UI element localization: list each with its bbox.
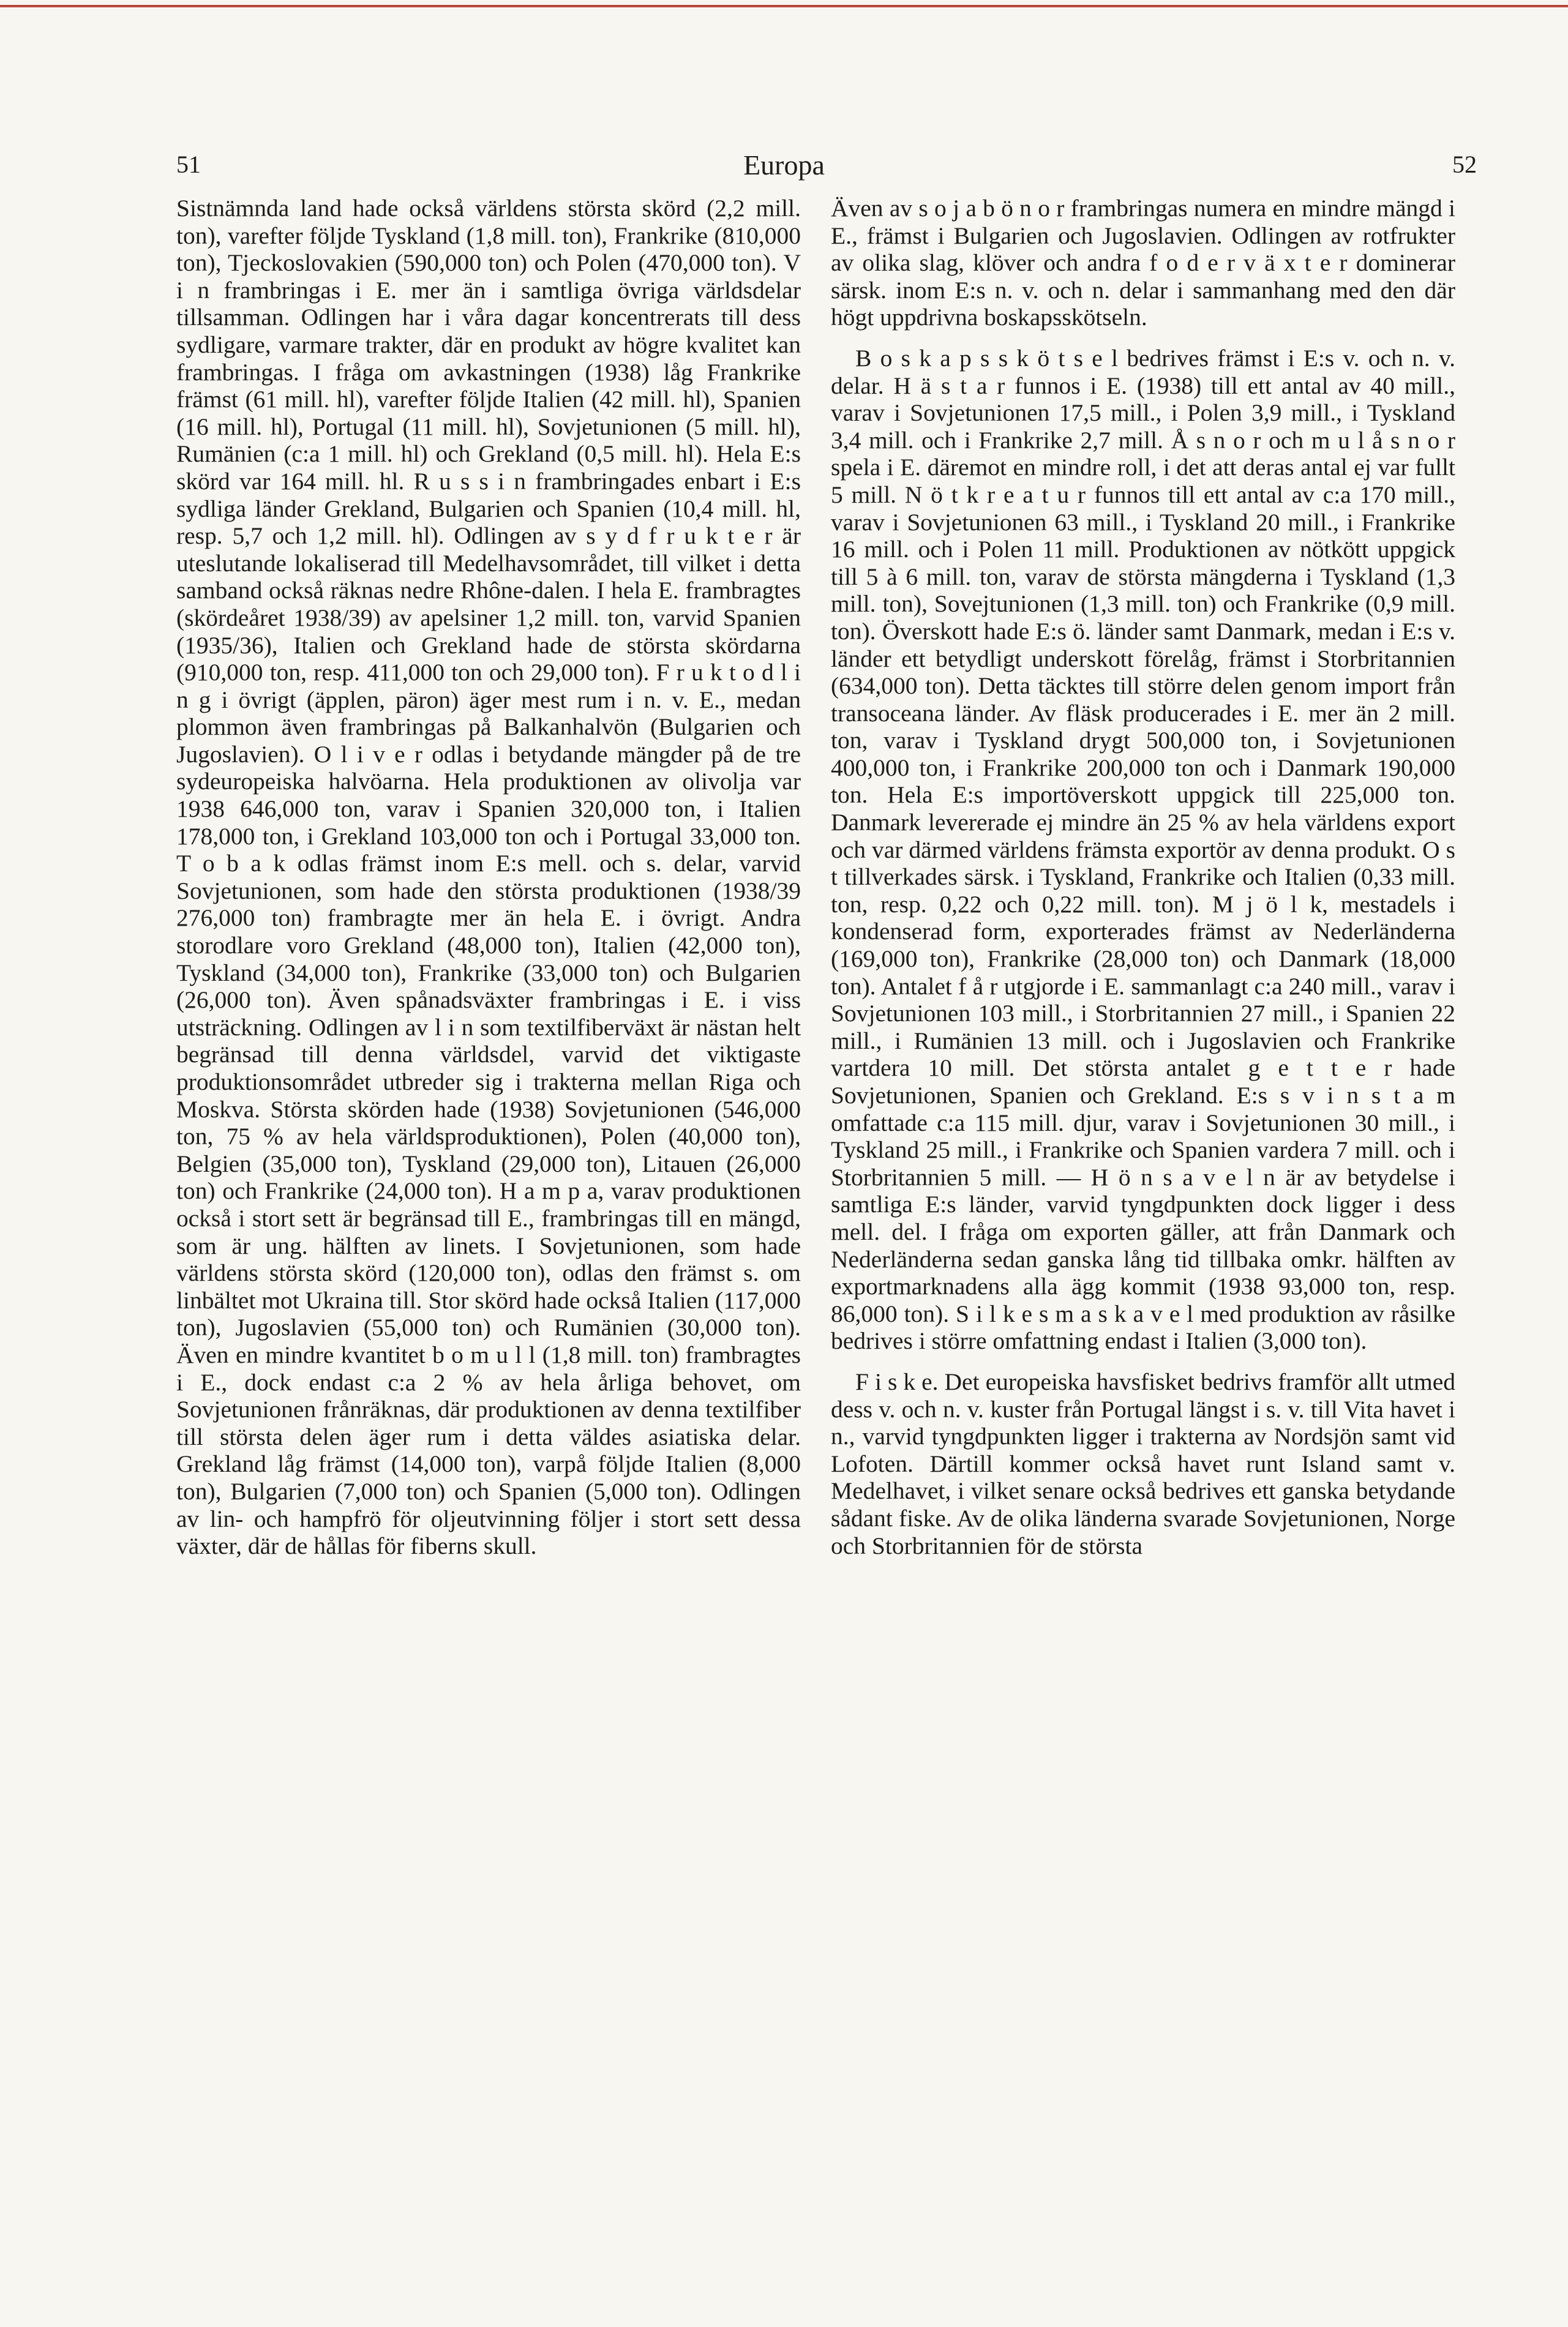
left-page-number: 51: [176, 151, 201, 178]
top-edge-rule: [0, 5, 1568, 7]
right-paragraph-3: F i s k e. Det europeiska havsfisket bedrivs framför allt utmed dess v. och n. v. kuster från Portugal längst i s. v. till Vita havet i n., varvid tyngdpunkten ligger i trakterna av Nordsjön samt vid Lofoten. Därtill kommer också havet runt Island samt v. Medelhavet, i vilket senare också bedrives ett ganska betydande sådant fiske. Av de olika länderna svarade Sovjetunionen, Norge och Storbritannien för de största: [831, 1368, 1455, 1559]
left-text-column: [176, 195, 801, 1560]
right-page-number: 52: [1452, 151, 1477, 178]
left-paragraph-1: Sistnämnda land hade också världens största skörd (2,2 mill. ton), varefter följde Tyskland (1,8 mill. ton), Frankrike (810,000 ton), Tjeckoslovakien (590,000 ton) och Polen (470,000 ton). V i n frambringas i E. mer än i samtliga övriga världsdelar tillsamman. Odlingen har i våra dagar koncentrerats till dess sydligare, varmare trakter, där en produkt av högre kvalitet kan frambringas. I fråga om avkastningen (1938) låg Frankrike främst (61 mill. hl), varefter följde Italien (42 mill. hl), Spanien (16 mill. hl), Portugal (11 mill. hl), Sovjetunionen (5 mill. hl), Rumänien (c:a 1 mill. hl) och Grekland (0,5 mill. hl). Hela E:s skörd var 164 mill. hl. R u s s i n frambringades enbart i E:s sydliga länder Grekland, Bulgarien och Spanien (10,4 mill. hl, resp. 5,7 och 1,2 mill. hl). Odlingen av s y d f r u k t e r är uteslutande lokaliserad till Medelhavsområdet, till vilket i detta samband också räknas nedre Rhône-dalen. I hela E. frambragtes (skördeåret 1938/39) av apelsiner 1,2 mill. ton, varvid Spanien (1935/36), Italien och Grekland hade de största skördarna (910,000 ton, resp. 411,000 ton och 29,000 ton). F r u k t o d l i n g i övrigt (äpplen, päron) äger mest rum i n. v. E., medan plommon även frambringas på Balkanhalvön (Bulgarien och Jugoslavien). O l i v e r odlas i betydande mängder på de tre sydeuropeiska halvöarna. Hela produktionen av olivolja var 1938 646,000 ton, varav i Spanien 320,000 ton, i Italien 178,000 ton, i Grekland 103,000 ton och i Portugal 33,000 ton. T o b a k odlas främst inom E:s mell. och s. delar, varvid Sovjetunionen, som hade den största produktionen (1938/39 276,000 ton) frambragte mer än hela E. i övrigt. Andra storodlare voro Grekland (48,000 ton), Italien (42,000 ton), Tyskland (34,000 ton), Frankrike (33,000 ton) och Bulgarien (26,000 ton). Även spånadsväxter frambringas i E. i viss utsträckning. Odlingen av l i n som textilfiberväxt är nästan helt begränsad till denna världsdel, varvid det viktigaste produktionsområdet utbreder sig i trakterna mellan Riga och Moskva. Största skörden hade (1938) Sovjetunionen (546,000 ton, 75 % av hela världsproduktionen), Polen (40,000 ton), Belgien (35,000 ton), Tyskland (29,000 ton), Litauen (26,000 ton) och Frankrike (24,000 ton). H a m p a, varav produktionen också i stort sett är begränsad till E., frambringas till en mängd, som är ung. hälften av linets. I Sovjetunionen, som hade världens största skörd (120,000 ton), odlas den främst s. om linbältet mot Ukraina till. Stor skörd hade också Italien (117,000 ton), Jugoslavien (55,000 ton) och Rumänien (30,000 ton). Även en mindre kvantitet b o m u l l (1,8 mill. ton) frambragtes i E., dock endast c:a 2 % av hela årliga behovet, om Sovjetunionen frånräknas, där produktionen av denna textilfiber till största delen äger rum i detta väldes asiatiska delar. Grekland låg främst (14,000 ton), varpå följde Italien (8,000 ton), Bulgarien (7,000 ton) och Spanien (5,000 ton). Odlingen av lin- och hampfrö för oljeutvinning följer i stort sett dessa växter, där de hållas för fiberns skull.: [176, 195, 801, 1560]
right-paragraph-2: B o s k a p s s k ö t s e l bedrives främst i E:s v. och n. v. delar. H ä s t a r funnos i E. (1938) till ett antal av 40 mill., varav i Sovjetunionen 17,5 mill., i Polen 3,9 mill., i Tyskland 3,4 mill. och i Frankrike 2,7 mill. Å s n o r och m u l å s n o r spela i E. däremot en mindre roll, i det att deras antal ej var fullt 5 mill. N ö t k r e a t u r funnos till ett antal av c:a 170 mill., varav i Sovjetunionen 63 mill., i Tyskland 20 mill., i Frankrike 16 mill. och i Polen 11 mill. Produktionen av nötkött uppgick till 5 à 6 mill. ton, varav de största mängderna i Tyskland (1,3 mill. ton), Sovejtunionen (1,3 mill. ton) och Frankrike (0,9 mill. ton). Överskott hade E:s ö. länder samt Danmark, medan i E:s v. länder ett betydligt underskott förelåg, främst i Storbritannien (634,000 ton). Detta täcktes till större delen genom import från transoceana länder. Av fläsk producerades i E. mer än 2 mill. ton, varav i Tyskland drygt 500,000 ton, i Sovjetunionen 400,000 ton, i Frankrike 200,000 ton och i Danmark 190,000 ton. Hela E:s importöverskott uppgick till 225,000 ton. Danmark levererade ej mindre än 25 % av hela världens export och var därmed världens främsta exportör av denna produkt. O s t tillverkades särsk. i Tyskland, Frankrike och Italien (0,33 mill. ton, resp. 0,22 och 0,22 mill. ton). M j ö l k, mestadels i kondenserad form, exporterades främst av Nederländerna (169,000 ton), Frankrike (28,000 ton) och Danmark (18,000 ton). Antalet f å r utgjorde i E. sammanlagt c:a 240 mill., varav i Sovjetunionen 103 mill., i Storbritannien 27 mill., i Spanien 22 mill., i Rumänien 13 mill. och i Jugoslavien och Frankrike vartdera 10 mill. Det största antalet g e t t e r hade Sovjetunionen, Spanien och Grekland. E:s s v i n s t a m omfattade c:a 115 mill. djur, varav i Sovjetunionen 30 mill., i Tyskland 25 mill., i Frankrike och Spanien vardera 7 mill. och i Storbritannien 5 mill. — H ö n s a v e l n är av betydelse i samtliga E:s länder, varvid tyngdpunkten dock ligger i dess mell. del. I fråga om exporten gäller, att från Danmark och Nederländerna sedan ganska lång tid tillbaka omkr. hälften av exportmarknadens alla ägg kommit (1938 93,000 ton, resp. 86,000 ton). S i l k e s m a s k a v e l med produktion av råsilke bedrives i större omfattning endast i Italien (3,000 ton).: [831, 344, 1455, 1355]
running-head-title: Europa: [743, 149, 825, 181]
right-text-column: [831, 195, 1455, 1559]
right-paragraph-1: Även av s o j a b ö n o r frambringas numera en mindre mängd i E., främst i Bulgarien och Jugoslavien. Odlingen av rotfrukter av olika slag, klöver och andra f o d e r v ä x t e r dominerar särsk. inom E:s n. v. och n. delar i sammanhang med den där högt uppdrivna boskapsskötseln.: [831, 195, 1455, 331]
